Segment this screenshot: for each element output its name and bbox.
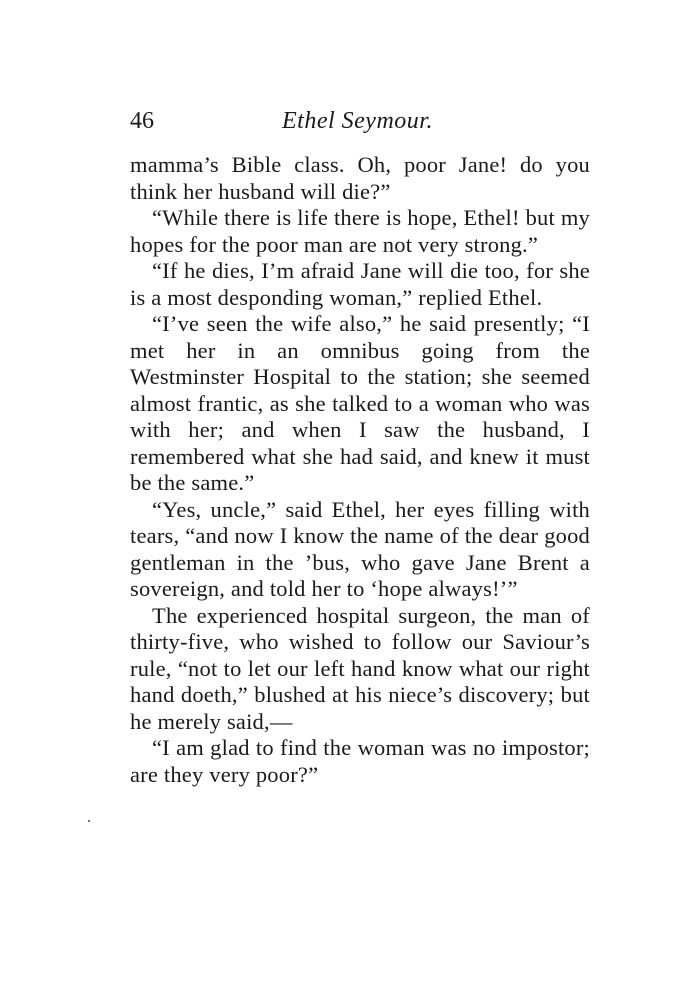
- page-number: 46: [130, 108, 154, 134]
- margin-dot: [88, 820, 90, 822]
- paragraph: “I am glad to find the woman was no impostor; are they very poor?”: [130, 735, 590, 787]
- paragraph-continuation: mamma’s Bible class. Oh, poor Jane! do you think her husband will die?”: [130, 152, 590, 204]
- paragraph: “Yes, uncle,” said Ethel, her eyes filling with tears, “and now I know the name of the dear good gentleman in the ’bus, who gave Jane Brent a sovereign, and told her to ‘hope always!’”: [130, 496, 590, 601]
- paragraph: “I’ve seen the wife also,” he said presently; “I met her in an omnibus going from the Westminster Hospital to the station; she seemed almost frantic, as she talked to a woman who was with her; and when I saw the husband, I remembered what she had said, and knew it must be the same.”: [130, 311, 590, 495]
- paragraph: “While there is life there is hope, Ethel! but my hopes for the poor man are not very strong.”: [130, 205, 590, 257]
- page-header: [130, 104, 590, 138]
- paragraph: “If he dies, I’m afraid Jane will die too, for she is a most desponding woman,” replied Ethel.: [130, 258, 590, 310]
- body-text: [130, 152, 590, 788]
- paragraph: The experienced hospital surgeon, the man of thirty-five, who wished to follow our Saviour’s rule, “not to let our left hand know what our right hand doeth,” blushed at his niece’s discovery; but he merely said,—: [130, 602, 590, 734]
- running-title: Ethel Seymour.: [282, 108, 433, 134]
